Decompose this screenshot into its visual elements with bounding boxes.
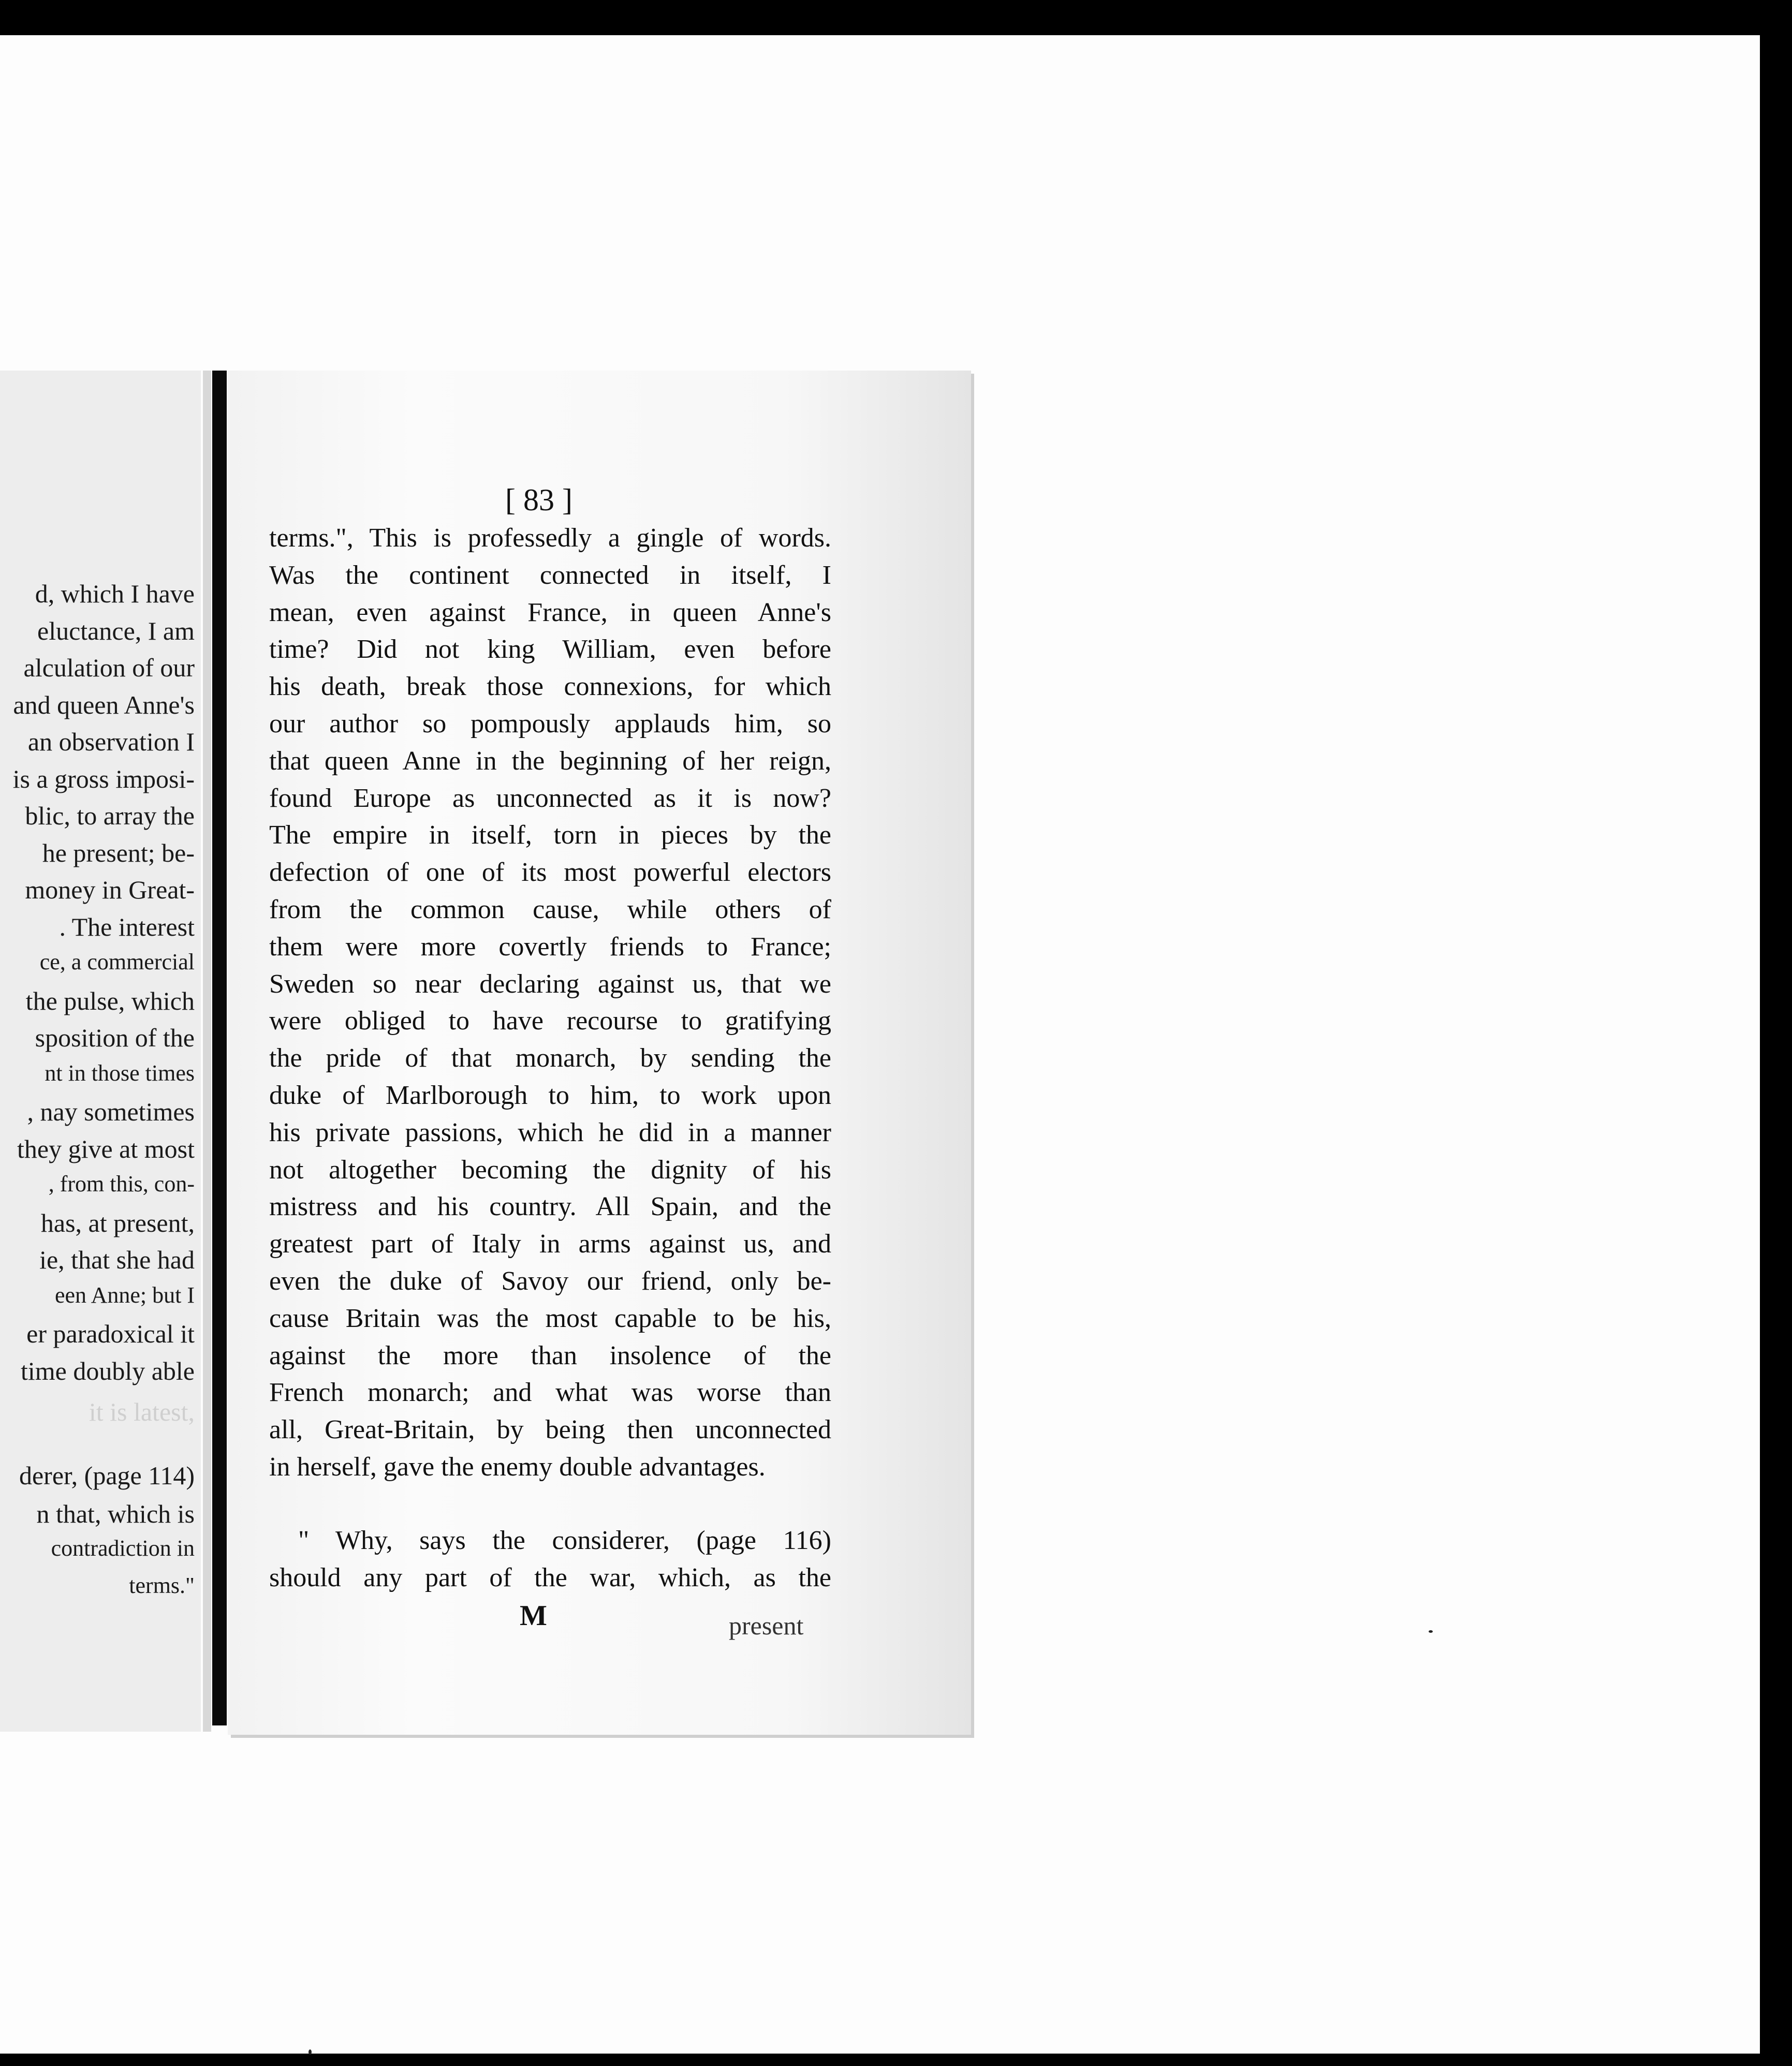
previous-page-quote-line: terms." (129, 1573, 195, 1598)
page-text-line: duke of Marlborough to him, to work upon (269, 1081, 831, 1110)
page-text-line: mistress and his country. All Spain, and the (269, 1192, 831, 1222)
page-text-line: them were more covertly friends to France; (269, 932, 831, 962)
previous-page-line: money in Great- (25, 875, 195, 904)
previous-page-line: time doubly able (20, 1356, 195, 1385)
previous-page-line: and queen Anne's (13, 690, 195, 719)
page-text-line: his private passions, which he did in a manner (269, 1117, 831, 1147)
previous-page-quote-line: derer, (page 114) (19, 1461, 195, 1490)
dust-speck (309, 2049, 312, 2055)
previous-page-line: blic, to array the (25, 801, 195, 830)
previous-page-line: he present; be- (42, 838, 195, 867)
page-text-line: Sweden so near declaring against us, that we (269, 969, 831, 999)
page-text-line: Was the continent connected in itself, I (269, 560, 831, 590)
previous-page-quote-line: n that, which is (36, 1499, 195, 1528)
previous-page-line: , nay sometimes (27, 1097, 195, 1126)
previous-page-line: they give at most (17, 1134, 195, 1163)
previous-page-text (0, 0, 195, 2066)
previous-page-quote-line: contradiction in (51, 1536, 195, 1561)
previous-page-line: er paradoxical it (26, 1319, 195, 1348)
page-text-line: defection of one of its most powerful electors (269, 858, 831, 888)
previous-page-line: has, at present, (40, 1208, 195, 1237)
page-text-line: mean, even against France, in queen Anne's (269, 597, 831, 627)
previous-page-line: d, which I have (35, 579, 195, 608)
previous-page-line: an observation I (27, 727, 195, 756)
page-text-line: were obliged to have recourse to gratifying (269, 1006, 831, 1036)
previous-page-line: een Anne; but I (54, 1282, 195, 1308)
page-text-line: French monarch; and what was worse than (269, 1378, 831, 1408)
previous-page-line: alculation of our (23, 653, 195, 682)
page-text-line: The empire in itself, torn in pieces by the (269, 820, 831, 850)
page-number: [ 83 ] (505, 483, 572, 517)
previous-page-line: . The interest (59, 912, 195, 941)
page-text-line: from the common cause, while others of (269, 895, 831, 924)
signature-mark: M (520, 1600, 547, 1632)
previous-page-line: the pulse, which (25, 986, 195, 1015)
page-text-line: our author so pompously applauds him, so (269, 709, 831, 739)
previous-page-line: nt in those times (45, 1060, 195, 1086)
page-text-line: not altogether becoming the dignity of his (269, 1155, 831, 1185)
previous-page-line: sposition of the (35, 1023, 195, 1052)
page-text-line: terms.", This is professedly a gingle of words. (269, 523, 831, 553)
page-text-line: that queen Anne in the beginning of her reign, (269, 746, 831, 776)
page-text-line: even the duke of Savoy our friend, only be- (269, 1266, 831, 1296)
previous-page-faint-line: it is latest, (89, 1397, 195, 1426)
page-text-line: greatest part of Italy in arms against us, and (269, 1229, 831, 1259)
quote-line: should any part of the war, which, as the (269, 1562, 831, 1592)
previous-page-line: eluctance, I am (37, 616, 195, 645)
page-text-line: in herself, gave the enemy double advantages. (269, 1452, 766, 1482)
scan-border-right (1760, 35, 1792, 2066)
previous-page-line: ce, a commercial (39, 949, 195, 975)
book-gutter (212, 371, 227, 1725)
page-text-line: cause Britain was the most capable to be his, (269, 1303, 831, 1333)
dust-speck (1429, 1630, 1433, 1633)
page-edge (203, 371, 211, 1732)
previous-page-line: , from this, con- (48, 1171, 195, 1197)
previous-page-line: ie, that she had (39, 1245, 195, 1274)
quote-line: " Why, says the considerer, (page 116) (298, 1525, 831, 1555)
page-text-line: against the more than insolence of the (269, 1340, 831, 1370)
page-text-line: time? Did not king William, even before (269, 634, 831, 665)
page-text-line: all, Great-Britain, by being then unconnected (269, 1415, 831, 1445)
page-text-line: the pride of that monarch, by sending the (269, 1043, 831, 1073)
page-text-line: found Europe as unconnected as it is now? (269, 783, 831, 813)
previous-page-line: is a gross imposi- (12, 764, 195, 793)
page-text-line: his death, break those connexions, for which (269, 672, 831, 702)
catchword: present (729, 1611, 804, 1640)
